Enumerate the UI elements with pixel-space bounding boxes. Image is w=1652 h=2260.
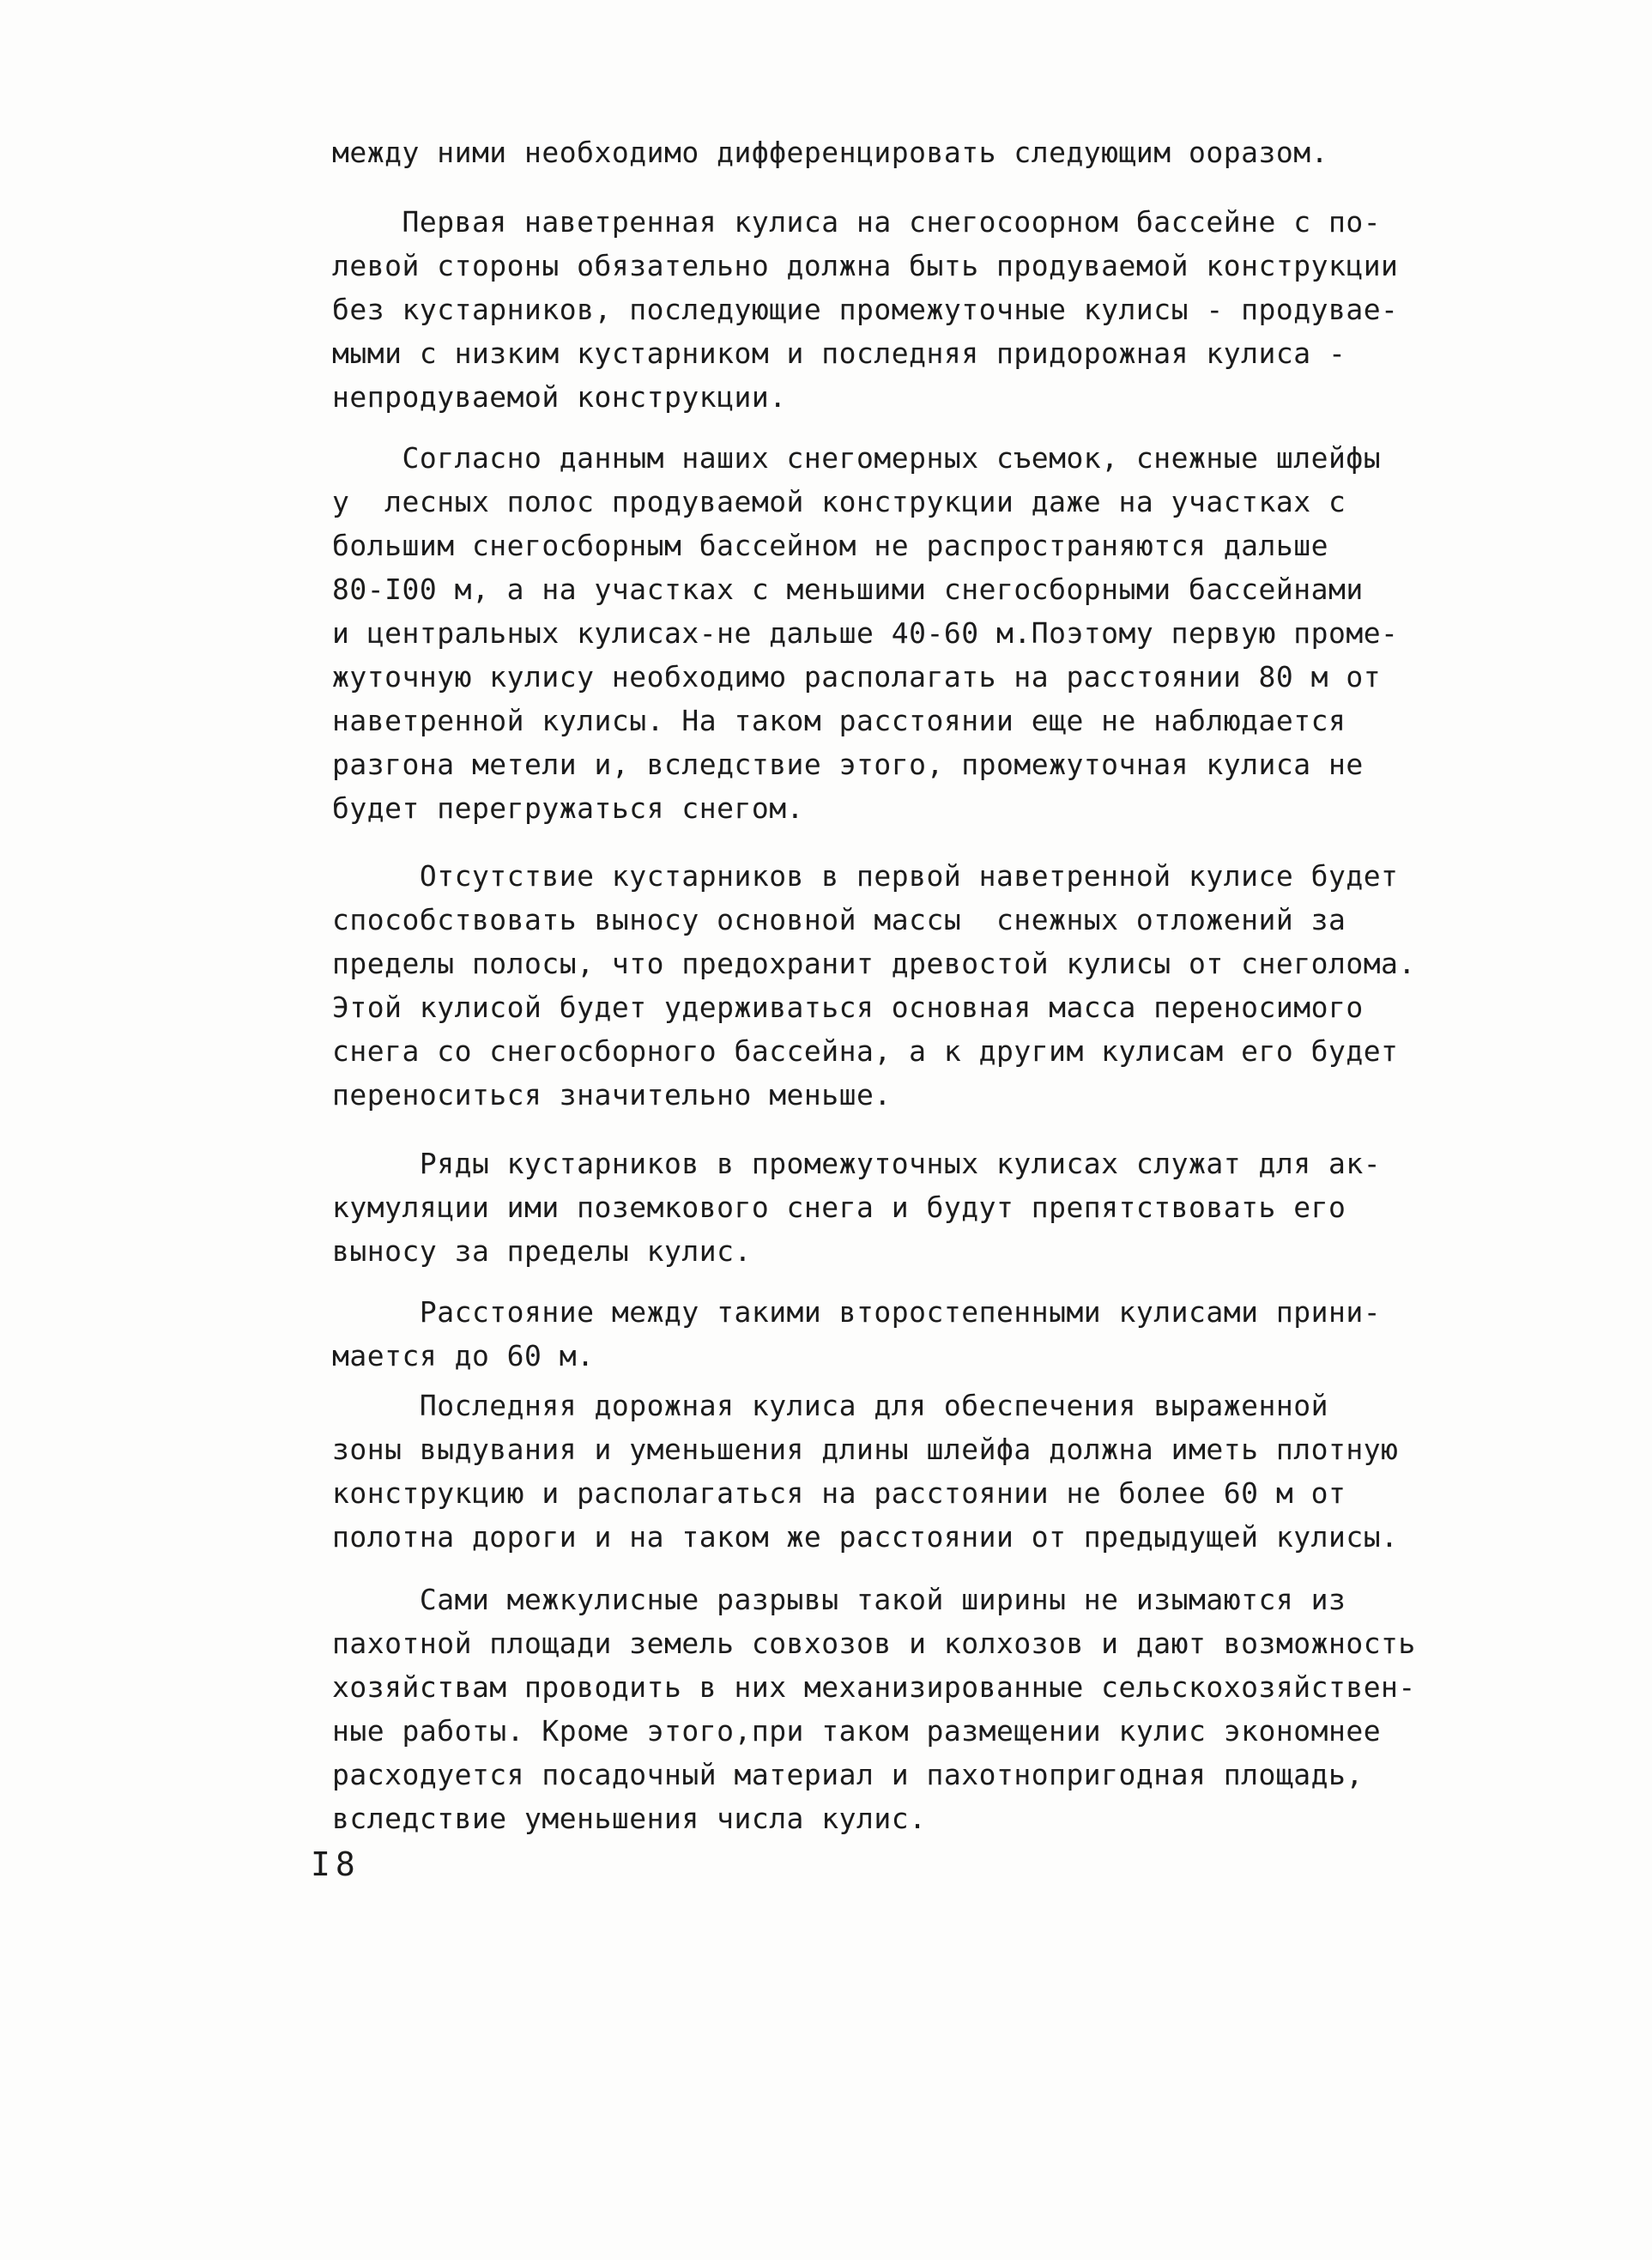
text-line: переноситься значительно меньше. xyxy=(332,1078,892,1112)
text-line: будет перегружаться снегом. xyxy=(332,791,804,825)
text-line: жуточную кулису необходимо располагать на расстоянии 80 м от xyxy=(332,660,1382,694)
text-line: пределы полосы, что предохранит древостой кулисы от снеголома. xyxy=(332,947,1416,980)
text-line: ные работы. Кроме этого,при таком размещении кулис экономнее xyxy=(332,1714,1382,1748)
text-line: разгона метели и, вследствие этого, промежуточная кулиса не xyxy=(332,748,1364,781)
text-line: мается до 60 м. xyxy=(332,1339,595,1372)
text-line: наветренной кулисы. На таком расстоянии еще не наблюдается xyxy=(332,704,1346,737)
text-line: и центральных кулисах-не дальше 40-60 м.Поэтому первую проме- xyxy=(332,616,1399,650)
text-line: полотна дороги и на таком же расстоянии от предыдущей кулисы. xyxy=(332,1520,1399,1554)
text-line: пахотной площади земель совхозов и колхозов и дают возможность xyxy=(332,1627,1416,1660)
text-line: Расстояние между такими второстепенными кулисами прини- xyxy=(332,1295,1382,1329)
paragraph-no-shrubs xyxy=(332,854,1473,1117)
paragraph-road-strip xyxy=(332,1384,1473,1559)
text-line: мыми с низким кустарником и последняя придорожная кулиса - xyxy=(332,336,1346,370)
text-line: кумуляции ими поземкового снега и будут препятствовать его xyxy=(332,1191,1346,1224)
text-line: Согласно данным наших снегомерных съемок, снежные шлейфы xyxy=(332,441,1382,475)
paragraph-snow-survey xyxy=(332,436,1473,830)
text-line: Этой кулисой будет удерживаться основная масса переносимого xyxy=(332,991,1364,1024)
text-line: Сами межкулисные разрывы такой ширины не изымаются из xyxy=(332,1583,1346,1616)
text-line: Первая наветренная кулиса на снегосоорном бассейне с по- xyxy=(332,205,1382,239)
paragraph-shrub-rows xyxy=(332,1142,1473,1273)
text-line: большим снегосборным бассейном не распространяются дальше xyxy=(332,529,1328,562)
text-line: зоны выдувания и уменьшения длины шлейфа должна иметь плотную xyxy=(332,1433,1399,1466)
text-line: левой стороны обязательно должна быть продуваемой конструкции xyxy=(332,249,1399,282)
text-line: между ними необходимо дифференцировать следующим ооразом. xyxy=(332,136,1328,169)
text-line: 80-I00 м, а на участках с меньшими снегосборными бассейнами xyxy=(332,573,1364,606)
paragraph-gaps xyxy=(332,1578,1473,1840)
text-line: конструкцию и располагаться на расстоянии не более 60 м от xyxy=(332,1476,1346,1510)
text-line: снега со снегосборного бассейна, а к другим кулисам его будет xyxy=(332,1034,1399,1068)
paragraph-continuation xyxy=(332,130,1473,174)
paragraph-windward-strip xyxy=(332,200,1473,419)
text-line: Отсутствие кустарников в первой наветренной кулисе будет xyxy=(332,859,1399,893)
text-line: Ряды кустарников в промежуточных кулисах служат для ак- xyxy=(332,1147,1382,1180)
text-line: Последняя дорожная кулиса для обеспечения выраженной xyxy=(332,1389,1328,1422)
page-number: I8 xyxy=(311,1845,360,1883)
text-line: без кустарников, последующие промежуточные кулисы - продувае- xyxy=(332,293,1399,326)
text-line: вследствие уменьшения числа кулис. xyxy=(332,1802,927,1835)
text-line: выносу за пределы кулис. xyxy=(332,1234,752,1268)
text-line: у лесных полос продуваемой конструкции даже на участках с xyxy=(332,485,1346,518)
text-line: непродуваемой конструкции. xyxy=(332,380,787,414)
paragraph-spacing xyxy=(332,1290,1473,1378)
text-line: хозяйствам проводить в них механизированные сельскохозяйствен- xyxy=(332,1670,1416,1704)
text-line: способствовать выносу основной массы снежных отложений за xyxy=(332,903,1346,936)
text-line: расходуется посадочный материал и пахотнопригодная площадь, xyxy=(332,1758,1364,1791)
